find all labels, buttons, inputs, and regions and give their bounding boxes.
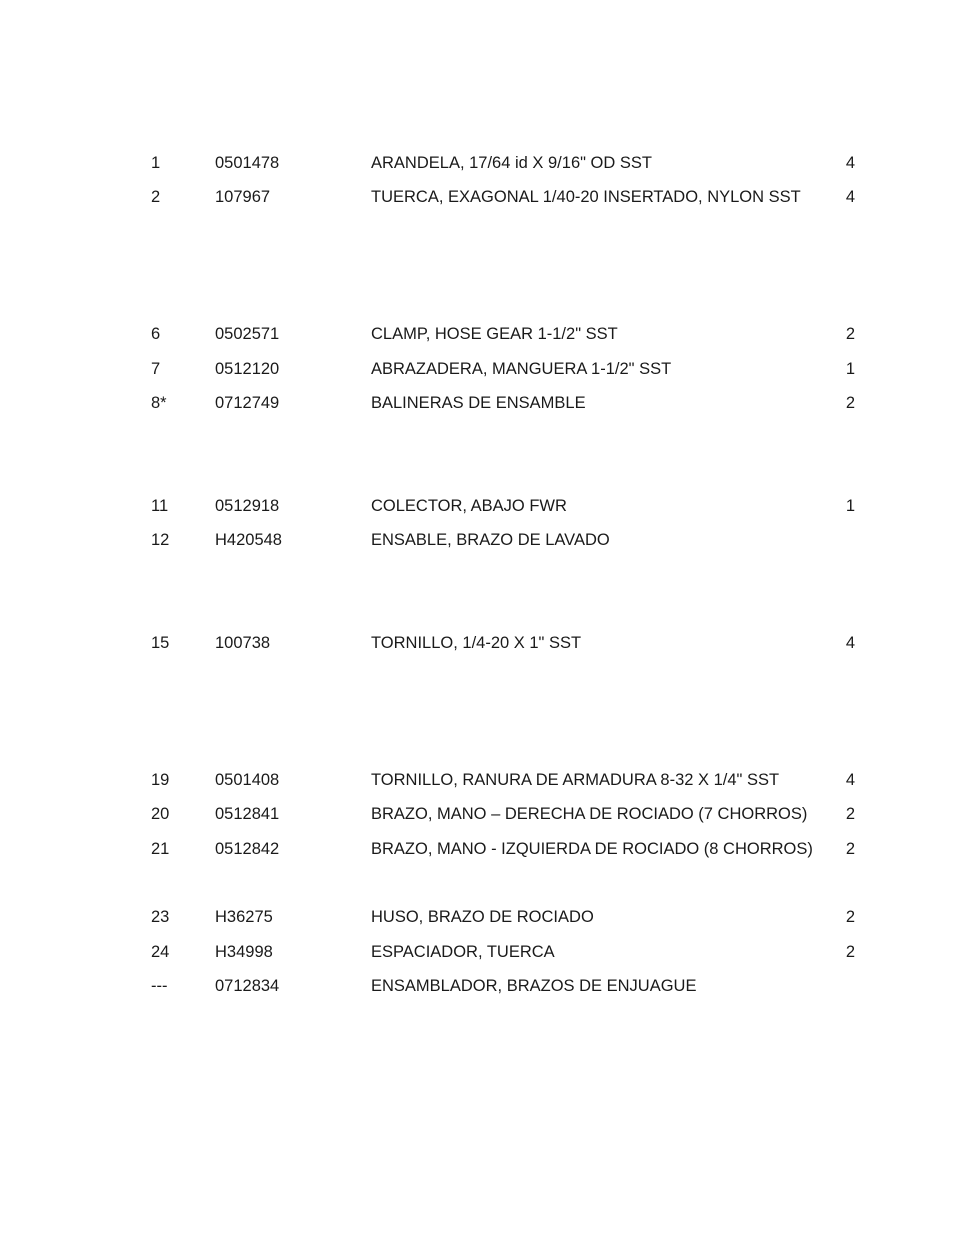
part-quantity: 2 — [845, 943, 855, 961]
part-description: COLECTOR, ABAJO FWR — [371, 497, 567, 515]
part-quantity: 4 — [845, 188, 855, 206]
part-description: BALINERAS DE ENSAMBLE — [371, 394, 586, 412]
item-number: 7 — [151, 360, 161, 378]
part-number: 0712834 — [215, 977, 280, 995]
part-number: 0501478 — [215, 154, 280, 172]
parts-row — [0, 837, 954, 861]
part-number: 0712749 — [215, 394, 280, 412]
part-description: BRAZO, MANO - IZQUIERDA DE ROCIADO (8 CHORROS) — [371, 840, 813, 858]
parts-row — [0, 391, 954, 415]
parts-row — [0, 322, 954, 346]
parts-row — [0, 357, 954, 381]
part-quantity: 2 — [845, 325, 855, 343]
item-number: 24 — [151, 943, 170, 961]
item-number: 2 — [151, 188, 161, 206]
item-number: 21 — [151, 840, 170, 858]
part-description: TUERCA, EXAGONAL 1/40-20 INSERTADO, NYLON SST — [371, 188, 801, 206]
item-number: 1 — [151, 154, 161, 172]
item-number: --- — [151, 977, 168, 995]
part-description: ENSAMBLADOR, BRAZOS DE ENJUAGUE — [371, 977, 697, 995]
item-number: 12 — [151, 531, 170, 549]
parts-row — [0, 905, 954, 929]
parts-row — [0, 974, 954, 998]
part-number: 0512120 — [215, 360, 280, 378]
part-number: 0512918 — [215, 497, 280, 515]
parts-row — [0, 528, 954, 552]
part-number: 0512841 — [215, 805, 280, 823]
part-description: ABRAZADERA, MANGUERA 1-1/2" SST — [371, 360, 672, 378]
part-number: 100738 — [215, 634, 271, 652]
part-description: ENSABLE, BRAZO DE LAVADO — [371, 531, 610, 549]
part-description: CLAMP, HOSE GEAR 1-1/2" SST — [371, 325, 618, 343]
part-description: ARANDELA, 17/64 id X 9/16" OD SST — [371, 154, 652, 172]
part-description: HUSO, BRAZO DE ROCIADO — [371, 908, 594, 926]
item-number: 19 — [151, 771, 170, 789]
item-number: 11 — [151, 497, 169, 515]
parts-row — [0, 768, 954, 792]
part-quantity: 4 — [845, 771, 855, 789]
part-description: ESPACIADOR, TUERCA — [371, 943, 555, 961]
part-quantity: 1 — [845, 497, 855, 515]
part-quantity: 4 — [845, 634, 855, 652]
part-quantity: 2 — [845, 908, 855, 926]
item-number: 23 — [151, 908, 170, 926]
part-description: TORNILLO, RANURA DE ARMADURA 8-32 X 1/4" SST — [371, 771, 780, 789]
part-description: BRAZO, MANO – DERECHA DE ROCIADO (7 CHORROS) — [371, 805, 808, 823]
item-number: 15 — [151, 634, 170, 652]
part-number: 0501408 — [215, 771, 280, 789]
part-quantity: 4 — [845, 154, 855, 172]
part-number: 0502571 — [215, 325, 280, 343]
parts-row — [0, 185, 954, 209]
part-quantity: 2 — [845, 840, 855, 858]
parts-row — [0, 151, 954, 175]
parts-row — [0, 802, 954, 826]
part-quantity: 2 — [845, 394, 855, 412]
part-number: 0512842 — [215, 840, 280, 858]
part-quantity: 2 — [845, 805, 855, 823]
part-number: H36275 — [215, 908, 273, 926]
item-number: 6 — [151, 325, 161, 343]
parts-row — [0, 940, 954, 964]
parts-row — [0, 631, 954, 655]
parts-row — [0, 494, 954, 518]
item-number: 20 — [151, 805, 170, 823]
item-number: 8* — [151, 394, 167, 412]
part-description: TORNILLO, 1/4-20 X 1" SST — [371, 634, 582, 652]
part-number: H420548 — [215, 531, 282, 549]
part-number: H34998 — [215, 943, 273, 961]
part-quantity: 1 — [845, 360, 855, 378]
part-number: 107967 — [215, 188, 271, 206]
